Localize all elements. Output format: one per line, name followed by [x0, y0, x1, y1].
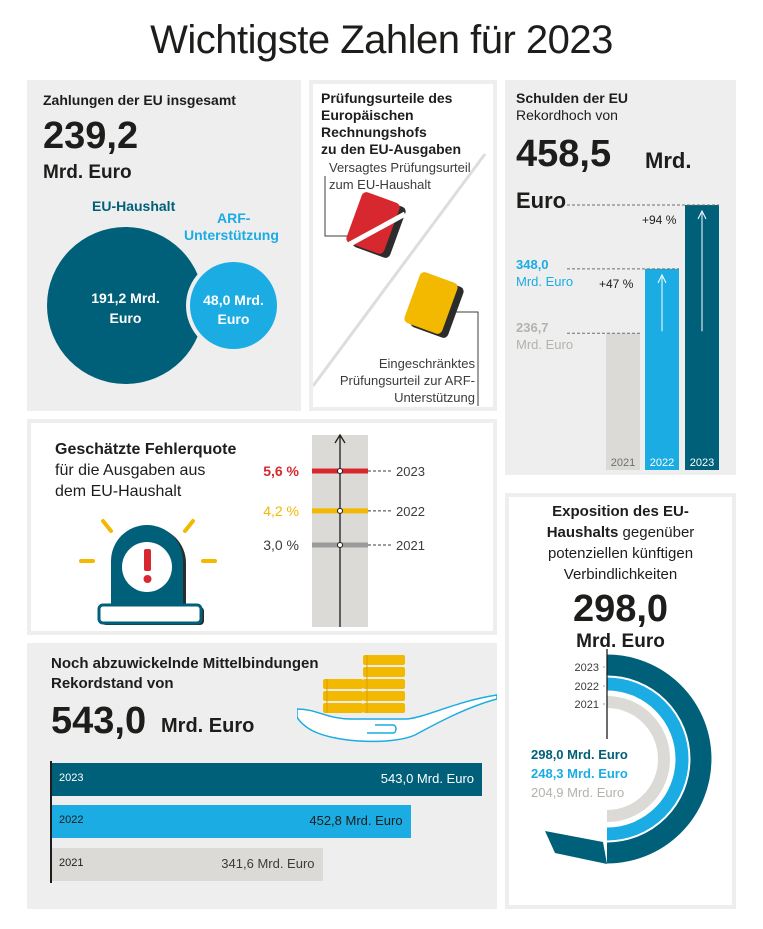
payments-total-value: 239,2: [43, 115, 139, 157]
error-panel: [27, 419, 497, 635]
error-marker-dot-2023: [338, 469, 343, 474]
exposure-legend-2021: 204,9 Mrd. Euro: [531, 785, 625, 800]
audit-heading-1: Prüfungsurteile des: [321, 90, 453, 106]
exposure-panel: [505, 493, 736, 909]
debt-2021-value: 236,7: [516, 320, 549, 335]
audit-heading-2: Europäischen: [321, 107, 414, 123]
rrf-label-1: ARF-: [217, 210, 251, 226]
eu-budget-unit: Euro: [109, 310, 142, 326]
exposure-heading-2: Haushalts: [546, 524, 619, 541]
debt-unit-1: Mrd.: [645, 148, 692, 173]
debt-unit-2: Euro: [516, 188, 567, 213]
exposure-heading-3: potenziellen künftigen: [547, 545, 694, 562]
error-marker-dot-2022: [338, 508, 343, 513]
error-marker-dot-2021: [338, 543, 343, 548]
exposure-heading-1: Exposition des EU-: [552, 503, 689, 520]
adverse-text-1: Versagtes Prüfungsurteil: [329, 160, 471, 175]
rrf-label-2: Unterstützung: [184, 227, 279, 243]
error-rate-2022: 4,2 %: [263, 502, 299, 519]
commitments-year-2022: 2022: [59, 814, 84, 826]
debt-2022-value: 348,0: [516, 257, 549, 272]
error-year-2023: 2023: [396, 464, 425, 479]
debt-growth-2022: +47 %: [599, 277, 634, 291]
audit-panel: [309, 80, 497, 411]
commitments-unit: Mrd. Euro: [161, 715, 255, 737]
exposure-chart: [509, 497, 732, 905]
error-rate-2023: 5,6 %: [263, 463, 299, 479]
debt-year-2023: 2023: [689, 457, 715, 469]
exposure-year-2021: 2021: [574, 699, 599, 711]
debt-year-2022: 2022: [649, 457, 675, 469]
qualified-text-2: Prüfungsurteil zur ARF-: [339, 373, 475, 388]
debt-chart: [505, 80, 736, 475]
commitments-label-2023: 543,0 Mrd. Euro: [380, 771, 474, 786]
eu-budget-value: 191,2 Mrd.: [91, 290, 160, 306]
commitments-year-2021: 2021: [59, 857, 84, 869]
audit-heading-4: zu den EU-Ausgaben: [321, 141, 462, 157]
exposure-heading-4: Verbindlichkeiten: [563, 566, 678, 583]
red-card-icon: [339, 191, 407, 259]
commitments-value: 543,0: [51, 700, 147, 742]
payments-heading: Zahlungen der EU insgesamt: [43, 92, 236, 108]
error-sub-1: für die Ausgaben aus: [55, 462, 206, 479]
rrf-unit: Euro: [217, 311, 250, 327]
exposure-legend-2022: 248,3 Mrd. Euro: [531, 766, 628, 781]
debt-subheading: Rekordhoch von: [516, 107, 618, 123]
error-sub-2: dem EU-Haushalt: [55, 483, 182, 500]
debt-bar-2021: [606, 333, 640, 470]
commitments-chart: [27, 643, 497, 909]
error-heading: Geschätzte Fehlerquote: [55, 441, 237, 458]
exposure-ring-tail: [545, 831, 607, 864]
exposure-legend-2023: 298,0 Mrd. Euro: [531, 747, 628, 762]
debt-2022-unit: Mrd. Euro: [516, 274, 574, 289]
error-year-2022: 2022: [396, 503, 425, 519]
debt-2021-unit: Mrd. Euro: [516, 337, 574, 352]
exposure-value: 298,0: [572, 588, 669, 630]
eu-budget-label: EU-Haushalt: [92, 198, 176, 214]
debt-value: 458,5: [516, 133, 612, 175]
commitments-year-2023: 2023: [59, 772, 84, 784]
commitments-label-2022: 452,8 Mrd. Euro: [309, 813, 403, 828]
adverse-text-2: zum EU-Haushalt: [329, 177, 431, 192]
debt-heading: Schulden der EU: [516, 90, 629, 106]
payments-panel: [27, 80, 301, 411]
debt-growth-2023: +94 %: [642, 213, 677, 227]
exposure-unit: Mrd. Euro: [576, 631, 665, 652]
commitments-label-2021: 341,6 Mrd. Euro: [221, 856, 315, 871]
error-year-2021: 2021: [396, 538, 425, 553]
commitments-heading: Noch abzuwickelnde Mittelbindungen: [51, 655, 319, 672]
exposure-year-2023: 2023: [574, 662, 599, 674]
commitments-panel: [27, 643, 497, 909]
yellow-card-icon: [403, 268, 489, 339]
debt-year-2021: 2021: [610, 457, 636, 469]
payments-total-unit: Mrd. Euro: [43, 162, 132, 183]
page-title: Wichtigste Zahlen für 2023: [150, 18, 613, 62]
qualified-text-3: Unterstützung: [394, 390, 475, 405]
exposure-heading-2b: gegenüber: [618, 524, 695, 541]
rrf-value: 48,0 Mrd.: [203, 292, 264, 308]
audit-heading-3: Rechnungshofs: [321, 124, 427, 140]
exposure-year-2022: 2022: [574, 681, 599, 693]
error-rate-chart: [31, 423, 493, 631]
error-rate-2021: 3,0 %: [263, 537, 299, 553]
qualified-text-1: Eingeschränktes: [378, 356, 475, 371]
commitments-subheading: Rekordstand von: [51, 675, 174, 692]
debt-panel: [505, 80, 736, 475]
